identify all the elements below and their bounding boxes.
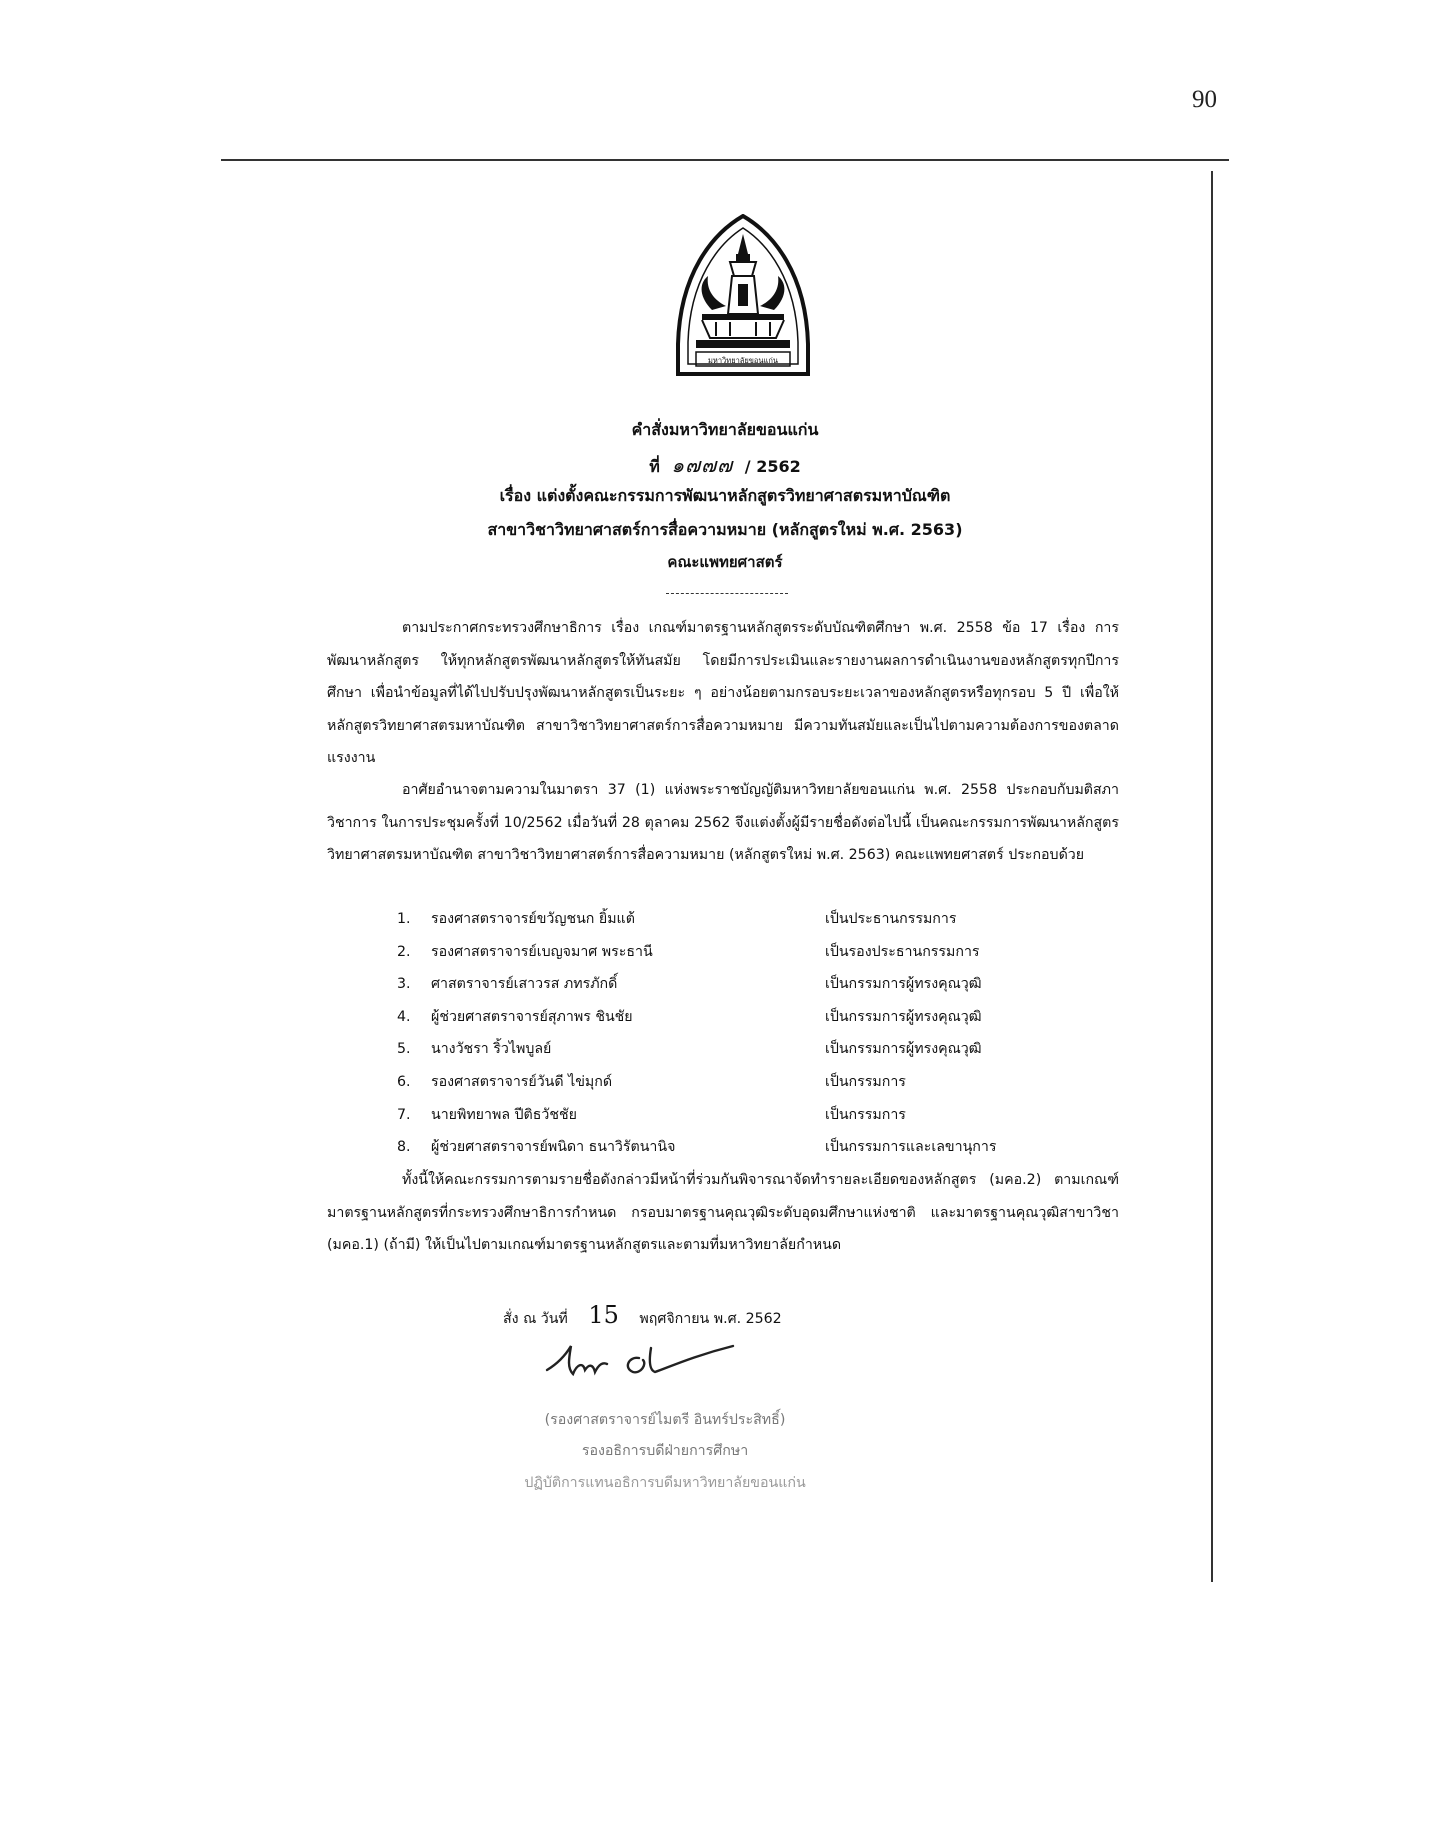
- member-name: รองศาสตราจารย์วันดี ไข่มุกด์: [431, 1073, 613, 1090]
- document-title: คำสั่งมหาวิทยาลัยขอนแก่น: [631, 420, 819, 439]
- member-row: [397, 968, 1117, 1001]
- order-number-handwritten: ๑๗๗๗: [671, 453, 734, 477]
- member-row: [397, 1131, 1117, 1164]
- member-role: เป็นกรรมการ: [825, 1106, 906, 1123]
- member-number: 2.: [397, 943, 411, 960]
- member-row: [397, 936, 1117, 969]
- university-seal-logo: [672, 214, 814, 380]
- member-number: 7.: [397, 1106, 411, 1123]
- signer-name: (รองศาสตราจารย์ไมตรี อินทร์ประสิทธิ์): [544, 1412, 786, 1428]
- member-row: [397, 1001, 1117, 1034]
- member-role: เป็นกรรมการผู้ทรงคุณวุฒิ: [825, 1041, 982, 1058]
- date-month-year: พฤศจิกายน พ.ศ. 2562: [639, 1311, 782, 1327]
- member-row: [397, 1033, 1117, 1066]
- body-paragraph-2: อาศัยอำนาจตามความในมาตรา 37 (1) แห่งพระราชบัญญัติมหาวิทยาลัยขอนแก่น พ.ศ. 2558 ประกอบกับมติสภาวิชาการ ในการประชุมครั้งที่ 10/2562 เมื่อวันที่ 28 ตุลาคม 2562 จึงแต่งตั้งผู้มีรายชื่อดังต่อไปนี้ เป็นคณะกรรมการพัฒนาหลักสูตรวิทยาศาสตรมหาบัณฑิต สาขาวิชาวิทยาศาสตร์การสื่อความหมาย (หลักสูตรใหม่ พ.ศ. 2563) คณะแพทยศาสตร์ ประกอบด้วย: [327, 782, 1119, 863]
- member-role: เป็นกรรมการและเลขานุการ: [825, 1139, 997, 1156]
- member-number: 4.: [397, 1008, 411, 1025]
- member-number: 1.: [397, 911, 411, 927]
- signer-acting-title: ปฏิบัติการแทนอธิการบดีมหาวิทยาลัยขอนแก่น: [524, 1475, 806, 1491]
- member-row: [397, 1099, 1117, 1132]
- member-number: 3.: [397, 976, 411, 993]
- member-row: [397, 903, 1117, 936]
- member-name: รองศาสตราจารย์เบญจมาศ พระธานี: [431, 943, 653, 960]
- member-role: เป็นประธานกรรมการ: [825, 911, 957, 927]
- member-name: ผู้ช่วยศาสตราจารย์พนิดา ธนาวิรัตนานิจ: [431, 1139, 676, 1156]
- top-rule: [221, 159, 1229, 161]
- separator-line: [666, 593, 788, 594]
- member-role: เป็นรองประธานกรรมการ: [825, 943, 980, 960]
- date-day: 15: [588, 1301, 619, 1329]
- member-name: นายพิทยาพล ปีติธวัชชัย: [431, 1106, 577, 1123]
- member-number: 6.: [397, 1073, 411, 1090]
- order-date: [503, 1295, 782, 1339]
- member-row: [397, 1066, 1117, 1099]
- body-paragraph-3: ทั้งนี้ให้คณะกรรมการตามรายชื่อดังกล่าวมีหน้าที่ร่วมกันพิจารณาจัดทำรายละเอียดของหลักสูตร (มคอ.2) ตามเกณฑ์มาตรฐานหลักสูตรที่กระทรวงศึกษาธิการกำหนด กรอบมาตรฐานคุณวุฒิระดับอุดมศึกษาแห่งชาติ และมาตรฐานคุณวุฒิสาขาวิชา (มคอ.1) (ถ้ามี) ให้เป็นไปตามเกณฑ์มาตรฐานหลักสูตรและตามที่มหาวิทยาลัยกำหนด: [327, 1172, 1119, 1253]
- side-rule: [1211, 171, 1213, 1582]
- subject-line-1: เรื่อง แต่งตั้งคณะกรรมการพัฒนาหลักสูตรวิทยาศาสตรมหาบัณฑิต: [499, 486, 951, 505]
- page-number: 90: [1192, 86, 1217, 113]
- body-paragraph-1: ตามประกาศกระทรวงศึกษาธิการ เรื่อง เกณฑ์มาตรฐานหลักสูตรระดับบัณฑิตศึกษา พ.ศ. 2558 ข้อ 17 เรื่อง การพัฒนาหลักสูตร ให้ทุกหลักสูตรพัฒนาหลักสูตรให้ทันสมัย โดยมีการประเมินและรายงานผลการดำเนินงานของหลักสูตรทุกปีการศึกษา เพื่อนำข้อมูลที่ได้ไปปรับปรุงพัฒนาหลักสูตรเป็นระยะ ๆ อย่างน้อยตามกรอบระยะเวลาของหลักสูตรหรือทุกรอบ 5 ปี เพื่อให้หลักสูตรวิทยาศาสตรมหาบัณฑิต สาขาวิชาวิทยาศาสตร์การสื่อความหมาย มีความทันสมัยและเป็นไปตามความต้องการของตลาดแรงงาน: [327, 620, 1119, 766]
- member-number: 5.: [397, 1041, 411, 1058]
- member-role: เป็นกรรมการผู้ทรงคุณวุฒิ: [825, 976, 982, 993]
- signer-title: รองอธิการบดีฝ่ายการศึกษา: [581, 1443, 749, 1459]
- member-role: เป็นกรรมการผู้ทรงคุณวุฒิ: [825, 1008, 982, 1025]
- date-prefix: สั่ง ณ วันที่: [503, 1311, 568, 1327]
- member-name: ศาสตราจารย์เสาวรส ภทรภักดิ์: [431, 976, 618, 993]
- order-number: [221, 449, 1229, 481]
- order-prefix: ที่: [649, 457, 660, 476]
- subject-line-2: สาขาวิชาวิทยาศาสตร์การสื่อความหมาย (หลักสูตรใหม่ พ.ศ. 2563): [487, 520, 963, 539]
- member-role: เป็นกรรมการ: [825, 1073, 906, 1090]
- faculty-name: คณะแพทยศาสตร์: [667, 553, 783, 571]
- member-name: นางวัชรา ริ้วไพบูลย์: [431, 1041, 552, 1058]
- committee-member-list: [397, 903, 1117, 1164]
- member-name: รองศาสตราจารย์ขวัญชนก ยิ้มแต้: [431, 911, 635, 927]
- handwritten-signature: [543, 1334, 743, 1394]
- order-year: / 2562: [744, 457, 801, 476]
- svg-text:มหาวิทยาลัยขอนแก่น: มหาวิทยาลัยขอนแก่น: [707, 356, 779, 365]
- member-number: 8.: [397, 1139, 411, 1156]
- member-name: ผู้ช่วยศาสตราจารย์สุภาพร ชินชัย: [431, 1008, 633, 1025]
